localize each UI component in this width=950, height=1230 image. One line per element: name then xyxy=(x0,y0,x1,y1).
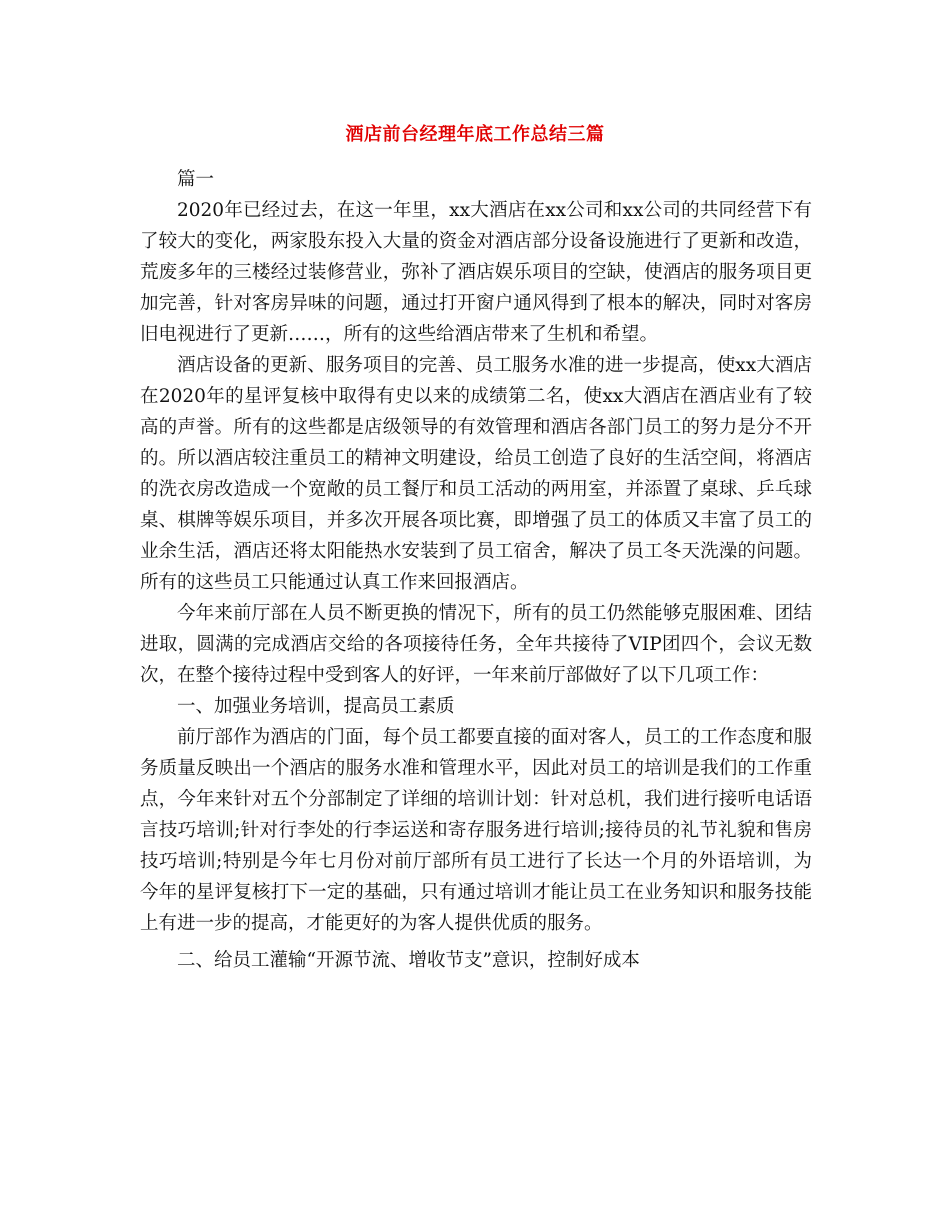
paragraph: 前厅部作为酒店的门面，每个员工都要直接的面对客人，员工的工作态度和服务质量反映出一个酒店的服务水准和管理水平，因此对员工的培训是我们的工作重点，今年来针对五个分部制定了详细的培训计划：针对总机，我们进行接听电话语言技巧培训;针对行李处的行李运送和寄存服务进行培训;接待员的礼节礼貌和售房技巧培训;特别是今年七月份对前厅部所有员工进行了长达一个月的外语培训，为今年的星评复核打下一定的基础，只有通过培训才能让员工在业务知识和服务技能上有进一步的提高，才能更好的为客人提供优质的服务。 xyxy=(140,727,812,934)
paragraph: 酒店设备的更新、服务项目的完善、员工服务水准的进一步提高，使xx大酒店在2020年的星评复核中取得有史以来的成绩第二名，使xx大酒店在酒店业有了较高的声誉。所有的这些都是店级领导的有效管理和酒店各部门员工的努力是分不开的。所以酒店较注重员工的精神文明建设，给员工创造了良好的生活空间，将酒店的洗衣房改造成一个宽敞的员工餐厅和员工活动的两用室，并添置了桌球、乒乓球桌、棋牌等娱乐项目，并多次开展各项比赛，即增强了员工的体质又丰富了员工的业余生活，酒店还将太阳能热水安装到了员工宿舍，解决了员工冬天洗澡的问题。所有的这些员工只能通过认真工作来回报酒店。 xyxy=(140,355,812,593)
paragraph: 2020年已经过去，在这一年里，xx大酒店在xx公司和xx公司的共同经营下有了较大的变化，两家股东投入大量的资金对酒店部分设备设施进行了更新和改造，荒废多年的三楼经过装修营业，弥补了酒店娱乐项目的空缺，使酒店的服务项目更加完善，针对客房异味的问题，通过打开窗户通风得到了根本的解决，同时对客房旧电视进行了更新……，所有的这些给酒店带来了生机和希望。 xyxy=(140,200,812,345)
paragraph: 今年来前厅部在人员不断更换的情况下，所有的员工仍然能够克服困难、团结进取，圆满的完成酒店交给的各项接待任务，全年共接待了VIP团四个，会议无数次，在整个接待过程中受到客人的好评，一年来前厅部做好了以下几项工作： xyxy=(140,603,812,686)
subheading: 二、给员工灌输“开源节流、增收节支”意识，控制好成本 xyxy=(177,950,640,971)
document-title: 酒店前台经理年底工作总结三篇 xyxy=(345,124,605,145)
document-body xyxy=(140,164,812,976)
subheading: 一、加强业务培训，提高员工素质 xyxy=(177,696,455,717)
section-heading: 篇一 xyxy=(177,169,215,190)
